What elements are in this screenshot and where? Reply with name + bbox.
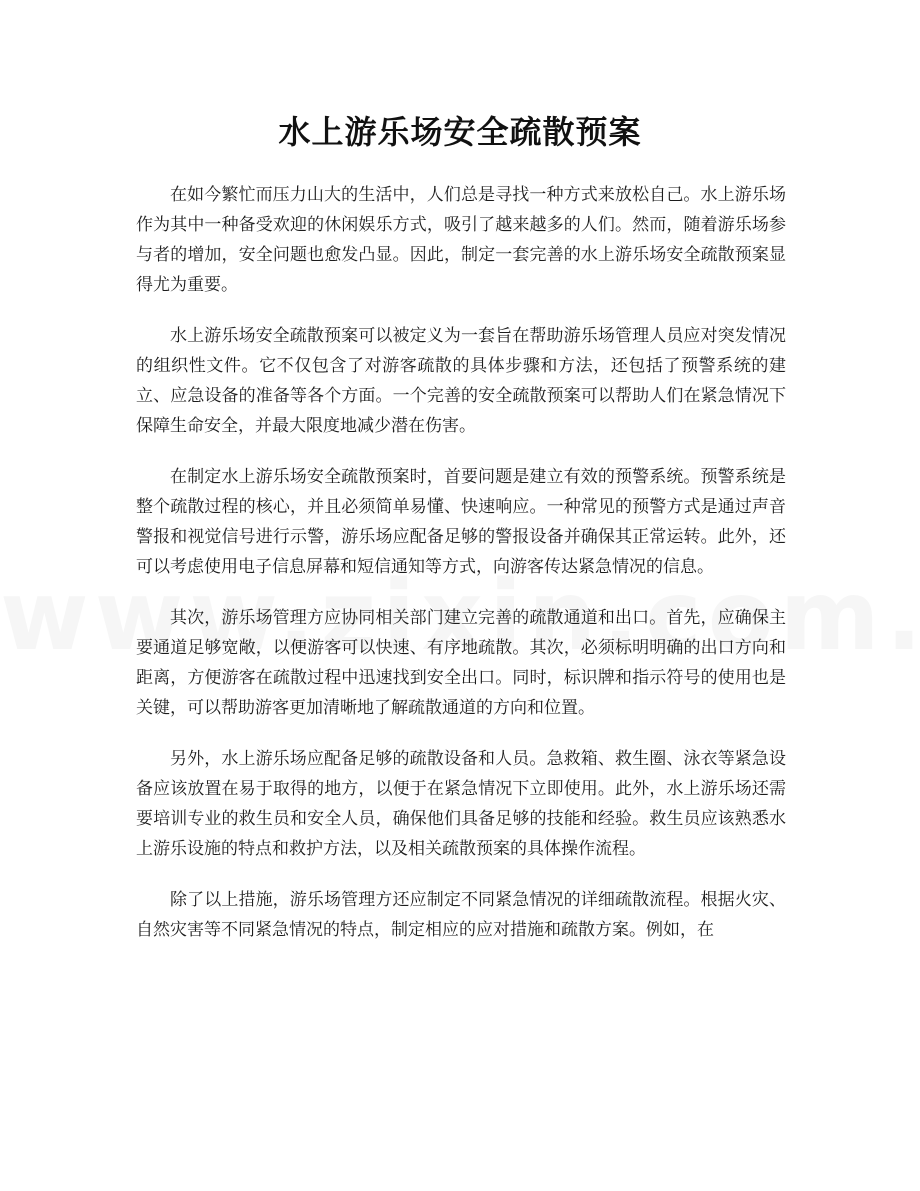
page-title: 水上游乐场安全疏散预案 [278, 113, 642, 151]
document-body [136, 180, 786, 966]
paragraph-3: 在制定水上游乐场安全疏散预案时，首要问题是建立有效的预警系统。预警系统是整个疏散过程的核心，并且必须简单易懂、快速响应。一种常见的预警方式是通过声音警报和视觉信号进行示警，游乐场应配备足够的警报设备并确保其正常运转。此外，还可以考虑使用电子信息屏幕和短信通知等方式，向游客传达紧急情况的信息。 [136, 467, 786, 577]
paragraph-4: 其次，游乐场管理方应协同相关部门建立完善的疏散通道和出口。首先，应确保主要通道足够宽敞，以便游客可以快速、有序地疏散。其次，必须标明明确的出口方向和距离，方便游客在疏散过程中迅速找到安全出口。同时，标识牌和指示符号的使用也是关键，可以帮助游客更加清晰地了解疏散通道的方向和位置。 [136, 608, 786, 718]
paragraph-6: 除了以上措施，游乐场管理方还应制定不同紧急情况的详细疏散流程。根据火灾、自然灾害等不同紧急情况的特点，制定相应的应对措施和疏散方案。例如，在 [136, 890, 786, 940]
paragraph-1: 在如今繁忙而压力山大的生活中，人们总是寻找一种方式来放松自己。水上游乐场作为其中一种备受欢迎的休闲娱乐方式，吸引了越来越多的人们。然而，随着游乐场参与者的增加，安全问题也愈发凸显。因此，制定一套完善的水上游乐场安全疏散预案显得尤为重要。 [136, 185, 786, 295]
paragraph-2: 水上游乐场安全疏散预案可以被定义为一套旨在帮助游乐场管理人员应对突发情况的组织性文件。它不仅包含了对游客疏散的具体步骤和方法，还包括了预警系统的建立、应急设备的准备等各个方面。一个完善的安全疏散预案可以帮助人们在紧急情况下保障生命安全，并最大限度地减少潜在伤害。 [136, 326, 786, 436]
paragraph-5: 另外，水上游乐场应配备足够的疏散设备和人员。急救箱、救生圈、泳衣等紧急设备应该放置在易于取得的地方，以便于在紧急情况下立即使用。此外，水上游乐场还需要培训专业的救生员和安全人员，确保他们具备足够的技能和经验。救生员应该熟悉水上游乐设施的特点和救护方法，以及相关疏散预案的具体操作流程。 [136, 749, 786, 859]
